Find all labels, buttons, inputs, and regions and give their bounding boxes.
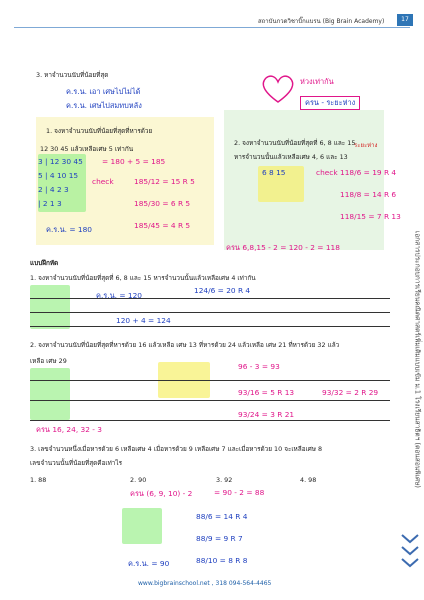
example-2-question: 2. จงหาจำนวนนับที่น้อยที่สุดที่ 6, 8 และ 15: [234, 139, 356, 147]
highlight: [122, 508, 162, 544]
ex1-work-4: | 2 1 3: [38, 199, 62, 208]
chevron-down-icon: [401, 558, 419, 568]
sidebar-text: เอกสารประกอบการเรียนคณิตศาสตร์เพิ่มเติมแบบเข้ม ม.1 โรงเรียนสาธิตฯ (ตอนสอนพิเศษ): [413, 230, 422, 489]
choice-2: 2. 90: [130, 476, 147, 484]
ex-2-check-1: 93/16 = 5 R 13: [238, 388, 295, 397]
exercise-1-question: 1. จงหาจำนวนนับที่น้อยที่สุดที่ 6, 8 และ 15 หารจำนวนนั้นแล้วเหลือเศษ 4 เท่ากัน: [30, 274, 256, 282]
highlight: [30, 368, 70, 420]
ex2-work: 6 8 15: [262, 168, 286, 177]
ex2-lcm: ครน 6,8,15 - 2 = 120 - 2 = 118: [226, 243, 340, 252]
ex-2-check-2: 93/24 = 3 R 21: [238, 410, 295, 419]
ex-3-lcm: ครน (6, 9, 10) - 2: [130, 489, 193, 498]
ex2-note: ระยะห่าง: [354, 142, 378, 149]
ex1-check-label: check: [92, 177, 114, 186]
chevron-down-icon: [401, 534, 419, 544]
ex1-lcm: ค.ร.น. = 180: [46, 225, 93, 234]
ex-3-check-1: 88/6 = 14 R 4: [196, 512, 248, 521]
ex-3-check-2: 88/9 = 9 R 7: [196, 534, 243, 543]
answer-line: [30, 326, 390, 327]
example-2-box: [224, 110, 384, 250]
chevron-down-icon: [401, 546, 419, 556]
ex1-work-2: 5 | 4 10 15: [38, 171, 79, 180]
note-left-2: ค.ร.น. เศษไปสมทบหลัง: [66, 101, 142, 110]
ex1-work-3: 2 | 4 2 3: [38, 185, 69, 194]
choice-1: 1. 88: [30, 476, 47, 484]
ex-2-answer: 96 - 3 = 93: [238, 362, 280, 371]
answer-line: [30, 400, 390, 401]
footer[interactable]: www.bigbrainschool.net , 318 094-564-4465: [138, 580, 272, 587]
highlight: [30, 285, 70, 329]
ex-3-lcm-result: ค.ร.น. = 90: [128, 559, 170, 568]
ex1-calc: = 180 + 5 = 185: [102, 157, 166, 166]
ex2-check-2: 118/8 = 14 R 6: [340, 190, 397, 199]
answer-line: [30, 420, 390, 421]
ex2-check-1: 118/6 = 19 R 4: [340, 168, 397, 177]
exercise-2-question-2: เหลือ เศษ 29: [30, 357, 67, 365]
choice-3: 3. 92: [216, 476, 233, 484]
ex-3-answer: = 90 - 2 = 88: [214, 488, 265, 497]
section-title: 3. หาจำนวนนับที่น้อยที่สุด: [36, 71, 109, 79]
note-heart: ห่วงเท่ากัน: [300, 77, 334, 86]
ex-2-check-3: 93/32 = 2 R 29: [322, 388, 379, 397]
exercise-3-question: 3. เลขจำนวนหนึ่งเมื่อหารด้วย 6 เหลือเศษ 4 เมื่อหารด้วย 9 เหลือเศษ 7 และเมื่อหารด้วย 10 จะเหลือเศษ 8: [30, 445, 323, 453]
header-title: สถาบันกวดวิชาบิ๊กแบรน (Big Brain Academy): [258, 18, 385, 25]
answer-line: [30, 380, 390, 381]
ex-3-check-3: 88/10 = 8 R 8: [196, 556, 248, 565]
ex1-work-1: 3 | 12 30 45: [38, 157, 83, 166]
heart-icon: [260, 74, 296, 104]
page-number: 17: [397, 14, 413, 26]
answer-line: [30, 312, 390, 313]
exercises-title: แบบฝึกหัด: [30, 259, 59, 267]
ex-1-lcm: ค.ร.น. = 120: [96, 291, 143, 300]
note-left-1: ค.ร.น. เอา เศษไปไม่ได้: [66, 87, 141, 96]
ex-1-answer: 120 + 4 = 124: [116, 316, 171, 325]
ex-2-lcm: ครน 16, 24, 32 - 3: [36, 425, 102, 434]
ex-1-check: 124/6 = 20 R 4: [194, 286, 251, 295]
exercise-3-question-2: เลขจำนวนนั้นที่น้อยที่สุดคือเท่าไร: [30, 459, 123, 467]
choice-4: 4. 98: [300, 476, 317, 484]
ex2-check-3: 118/15 = 7 R 13: [340, 212, 401, 221]
ex2-check-label: check: [316, 168, 338, 177]
exercise-2-question: 2. จงหาจำนวนนับที่น้อยที่สุดที่หารด้วย 16 แล้วเหลือ เศษ 13 ที่หารด้วย 24 แล้วเหลือ เศษ 21 ที่หารด้วย 32 แล้ว: [30, 341, 340, 349]
example-2-question-2: หารจำนวนนั้นแล้วเหลือเศษ 4, 6 และ 13: [234, 153, 348, 161]
ex1-check-1: 185/12 = 15 R 5: [134, 177, 195, 186]
answer-line: [30, 298, 390, 299]
header-divider: [14, 27, 410, 28]
ex1-check-2: 185/30 = 6 R 5: [134, 199, 191, 208]
example-1-question: 1. จงหาจำนวนนับที่น้อยที่สุดที่หารด้วย: [46, 127, 153, 135]
ex1-check-3: 185/45 = 4 R 5: [134, 221, 191, 230]
sidebar: [408, 190, 420, 530]
note-heart-2: ครน - ระยะห่าง: [300, 96, 360, 110]
example-1-question-2: 12 30 45 แล้วเหลือเศษ 5 เท่ากัน: [40, 145, 134, 153]
